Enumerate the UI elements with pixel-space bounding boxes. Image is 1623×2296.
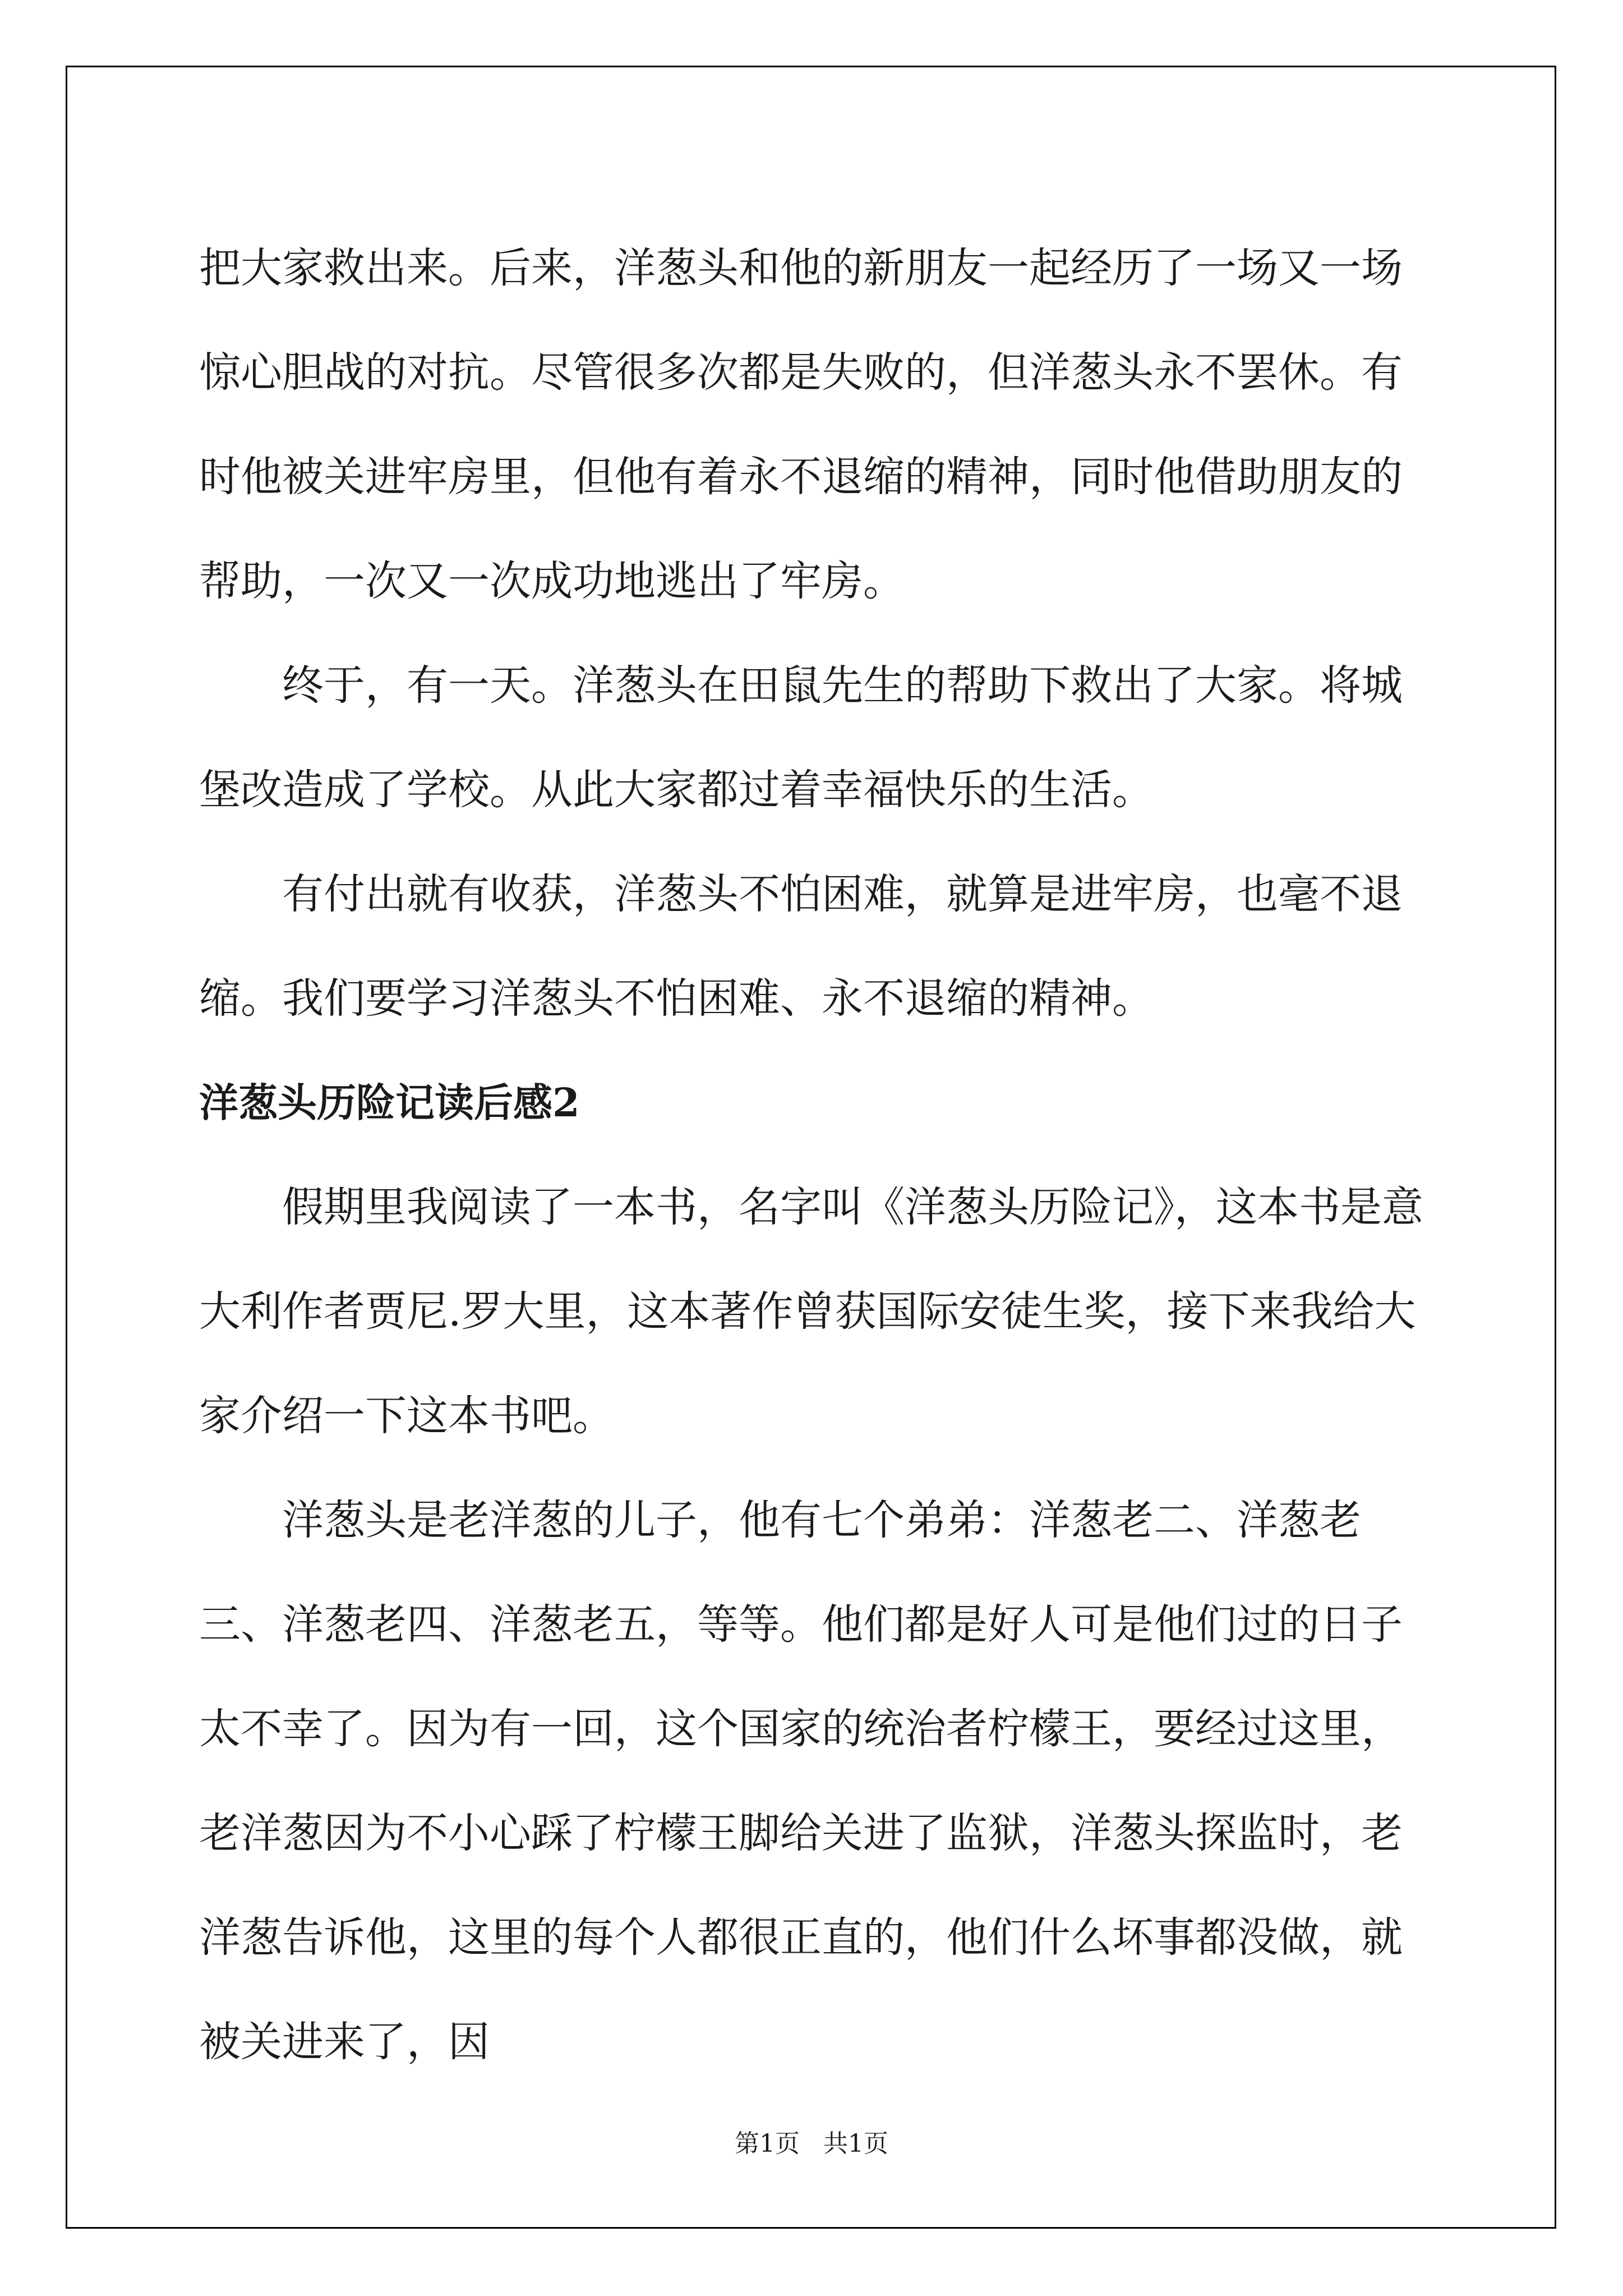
document-body (199, 216, 1433, 2094)
page-footer (0, 2123, 1623, 2159)
page-number-current: 第1页 (735, 2129, 800, 2158)
paragraph-2: 终于，有一天。洋葱头在田鼠先生的帮助下救出了大家。将城堡改造成了学校。从此大家都过着幸福快乐的生活。 (199, 661, 1403, 814)
paragraph-5: 洋葱头是老洋葱的儿子，他有七个弟弟：洋葱老二、洋葱老三、洋葱老四、洋葱老五，等等。他们都是好人可是他们过的日子太不幸了。因为有一回，这个国家的统治者柠檬王，要经过这里，老洋葱因为不小心踩了柠檬王脚给关进了监狱，洋葱头探监时，老洋葱告诉他，这里的每个人都很正直的，他们什么坏事都没做，就被关进来了，因 (199, 1496, 1403, 2066)
paragraph-1: 把大家救出来。后来，洋葱头和他的新朋友一起经历了一场又一场惊心胆战的对抗。尽管很多次都是失败的，但洋葱头永不罢休。有时他被关进牢房里，但他有着永不退缩的精神，同时他借助朋友的帮助，一次又一次成功地逃出了牢房。 (199, 244, 1403, 605)
page-number-total: 共1页 (823, 2129, 888, 2158)
paragraph-4: 假期里我阅读了一本书，名字叫《洋葱头历险记》，这本书是意大利作者贾尼.罗大里，这本著作曾获国际安徒生奖，接下来我给大家介绍一下这本书吧。 (199, 1183, 1423, 1440)
section-title: 洋葱头历险记读后感2 (199, 1079, 580, 1126)
paragraph-3: 有付出就有收获，洋葱头不怕困难，就算是进牢房，也毫不退缩。我们要学习洋葱头不怕困难、永不退缩的精神。 (199, 870, 1403, 1023)
